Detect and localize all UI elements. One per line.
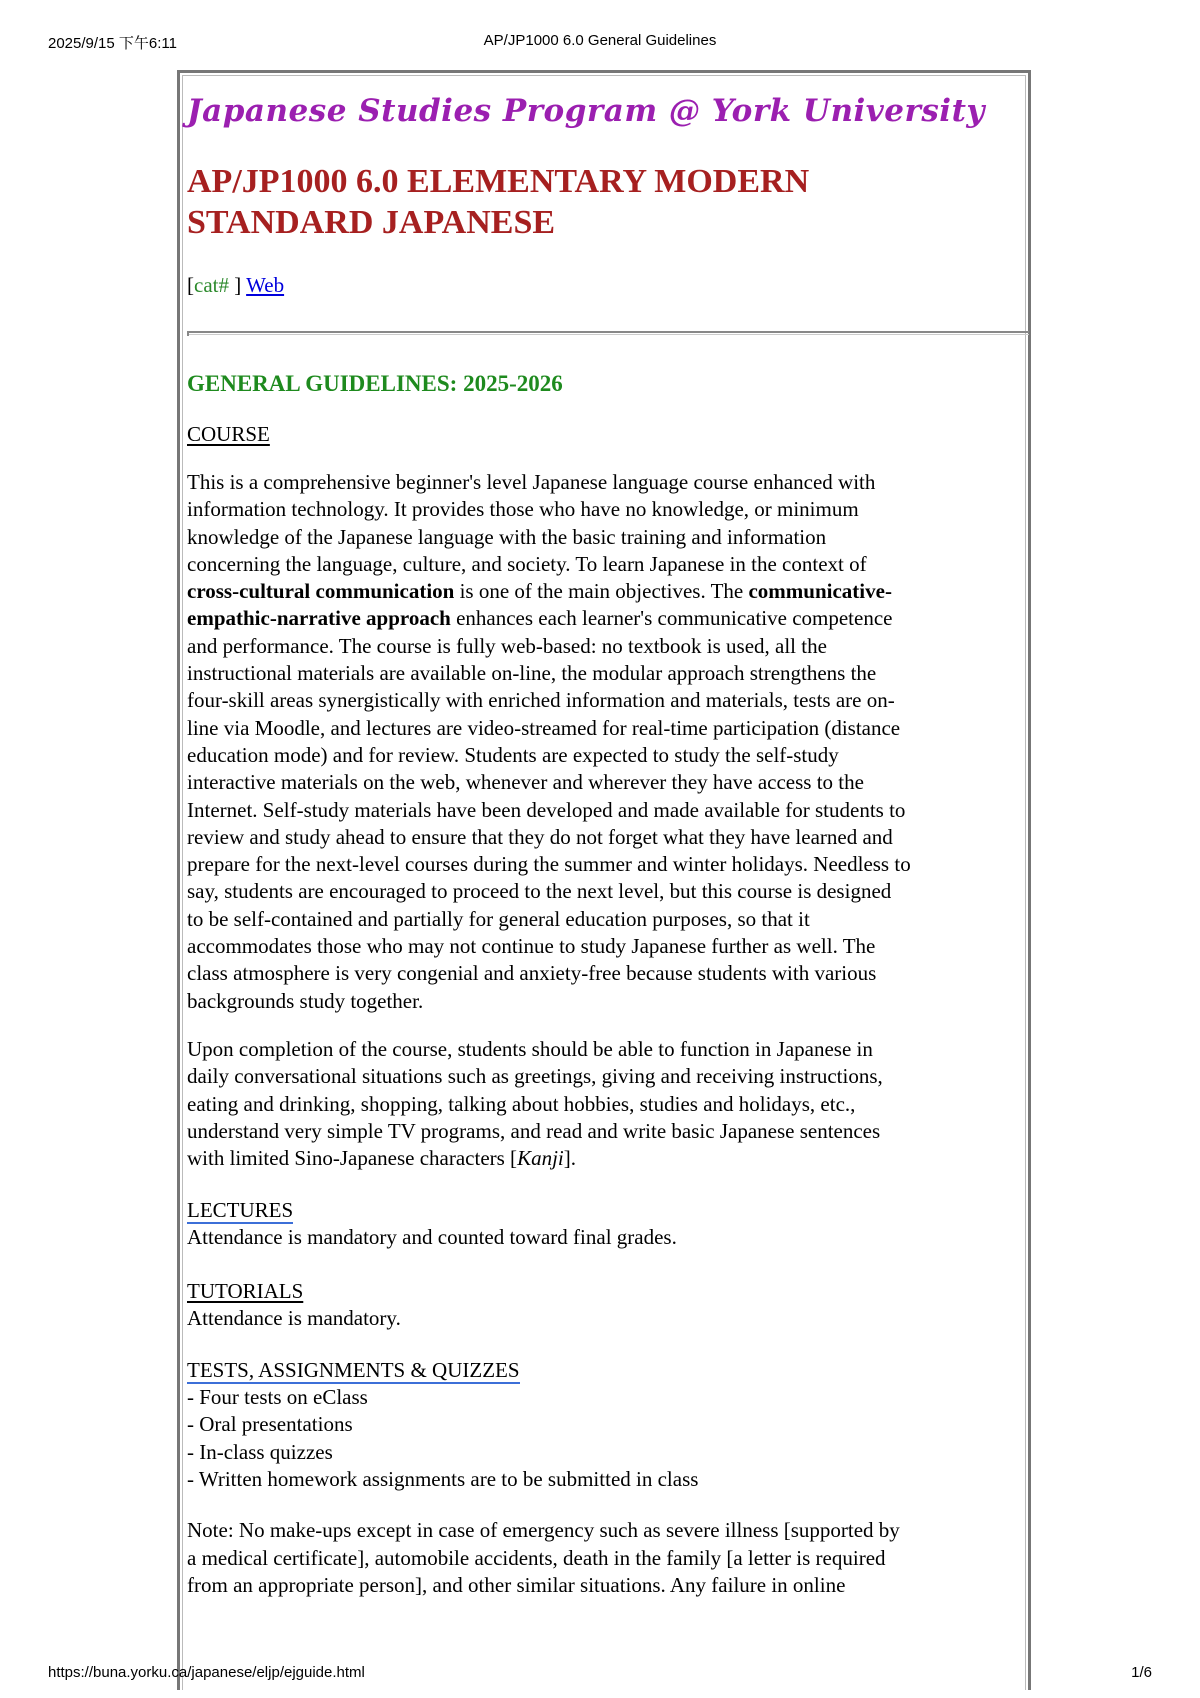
- description-line: empathic-narrative approach enhances each learner's communicative competence: [187, 606, 893, 631]
- course-section-label: COURSE: [187, 422, 270, 446]
- note-line: from an appropriate person], and other similar situations. Any failure in online: [187, 1572, 846, 1597]
- list-item: - Oral presentations: [187, 1412, 353, 1437]
- description-line: accommodates those who may not continue to study Japanese further as well. The: [187, 934, 876, 959]
- description-line: information technology. It provides those who have no knowledge, or minimum: [187, 497, 859, 522]
- print-datetime: 2025/9/15 下午6:11: [48, 35, 177, 52]
- bold-cross-cultural: cross-cultural communication: [187, 579, 455, 604]
- print-page-number: 1/6: [1131, 1664, 1152, 1681]
- lectures-text: Attendance is mandatory and counted toward final grades.: [187, 1225, 677, 1250]
- note-line: Note: No make-ups except in case of emergency such as severe illness [supported by: [187, 1518, 900, 1543]
- cat-bracket-close: ]: [234, 273, 242, 297]
- description-line: and performance. The course is fully web-based: no textbook is used, all the: [187, 633, 827, 658]
- page-content: [187, 73, 1022, 1599]
- horizontal-rule: [187, 329, 1029, 339]
- cat-number: cat#: [194, 273, 235, 297]
- course-title-line1: AP/JP1000 6.0 ELEMENTARY MODERN: [187, 163, 810, 200]
- tutorials-section-label: TUTORIALS: [187, 1278, 304, 1303]
- bold-communicative: communicative-: [748, 579, 892, 604]
- description-line: four-skill areas synergistically with enriched information and materials, tests are on-: [187, 688, 895, 713]
- completion-line: Upon completion of the course, students should be able to function in Japanese in: [187, 1036, 873, 1061]
- tests-section-label: TESTS, ASSIGNMENTS & QUIZZES: [187, 1358, 520, 1383]
- lectures-section: [187, 1198, 1022, 1251]
- completion-line: with limited Sino-Japanese characters [Kanji].: [187, 1146, 576, 1171]
- description-line: education mode) and for review. Students are expected to study the self-study: [187, 742, 839, 767]
- description-line: review and study ahead to ensure that they do not forget what they have learned and: [187, 824, 893, 849]
- course-title: [187, 161, 1022, 243]
- description-line: class atmosphere is very congenial and anxiety-free because students with various: [187, 961, 877, 986]
- course-title-line2: STANDARD JAPANESE: [187, 204, 556, 241]
- program-title: Japanese Studies Program @ York University: [187, 93, 985, 129]
- print-footer: [0, 1660, 1200, 1684]
- cat-bracket-open: [: [187, 273, 194, 297]
- description-line: Internet. Self-study materials have been developed and made available for students to: [187, 797, 906, 822]
- completion-line: daily conversational situations such as greetings, giving and receiving instructions,: [187, 1064, 883, 1089]
- description-line: line via Moodle, and lectures are video-streamed for real-time participation (distance: [187, 715, 901, 740]
- tests-section: [187, 1358, 1022, 1493]
- description-line: This is a comprehensive beginner's level Japanese language course enhanced with: [187, 470, 876, 494]
- description-line: cross-cultural communication is one of the main objectives. The communicative-: [187, 579, 892, 604]
- description-line: interactive materials on the web, whenever and wherever they have access to the: [187, 770, 864, 795]
- guidelines-heading: GENERAL GUIDELINES: 2025-2026: [187, 371, 563, 396]
- kanji-term: Kanji: [517, 1146, 564, 1171]
- completion-paragraph: [187, 1036, 1022, 1172]
- bold-approach: empathic-narrative approach: [187, 606, 451, 631]
- description-line: backgrounds study together.: [187, 988, 424, 1013]
- completion-line: eating and drinking, shopping, talking about hobbies, studies and holidays, etc.,: [187, 1091, 856, 1116]
- description-line: concerning the language, culture, and society. To learn Japanese in the context of: [187, 551, 867, 576]
- description-line: instructional materials are available on-line, the modular approach strengthens the: [187, 661, 877, 686]
- list-item: - In-class quizzes: [187, 1439, 333, 1464]
- print-page-title: AP/JP1000 6.0 General Guidelines: [483, 32, 717, 49]
- description-line: to be self-contained and partially for general education purposes, so that it: [187, 906, 810, 931]
- note-paragraph: [187, 1517, 1022, 1599]
- tutorials-section: [187, 1278, 1022, 1332]
- tutorials-text: Attendance is mandatory.: [187, 1305, 401, 1330]
- description-line: knowledge of the Japanese language with the basic training and information: [187, 524, 827, 549]
- list-item: - Written homework assignments are to be submitted in class: [187, 1466, 699, 1491]
- description-line: say, students are encouraged to proceed to the next level, but this course is designed: [187, 879, 892, 904]
- print-url: https://buna.yorku.ca/japanese/eljp/ejguide.html: [48, 1664, 365, 1681]
- note-line: a medical certificate], automobile accidents, death in the family [a letter is required: [187, 1545, 886, 1570]
- description-line: prepare for the next-level courses during the summer and winter holidays. Needless to: [187, 852, 911, 877]
- web-link[interactable]: Web: [246, 273, 285, 297]
- print-header: [0, 28, 1200, 52]
- course-description: [187, 469, 1022, 1015]
- lectures-section-label: LECTURES: [187, 1198, 294, 1223]
- list-item: - Four tests on eClass: [187, 1385, 368, 1410]
- completion-line: understand very simple TV programs, and read and write basic Japanese sentences: [187, 1118, 881, 1143]
- catalog-line: [187, 271, 1022, 299]
- page-frame: [177, 70, 1031, 1690]
